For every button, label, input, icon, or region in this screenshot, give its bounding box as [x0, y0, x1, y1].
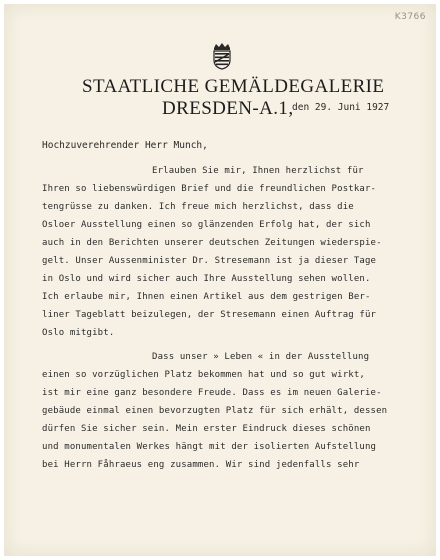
body-line: Erlauben Sie mir, Ihnen herzlichst für [152, 166, 364, 176]
letter-page [4, 4, 436, 556]
body-line: tengrüsse zu danken. Ich freue mich herzlichst, dass die [42, 202, 354, 212]
body-line: Ich erlaube mir, Ihnen einen Artikel aus dem gestrigen Ber- [42, 292, 371, 302]
body-line: Ihren so liebenswürdigen Brief und die freundlichen Postkar- [42, 184, 377, 194]
salutation: Hochzuverehrender Herr Munch, [42, 140, 208, 151]
body-line: gebäude einmal einen bevorzugten Platz für sich erhält, dessen [42, 406, 388, 416]
body-line: Oslo mitgibt. [42, 328, 115, 338]
body-line: und monumentalen Werkes hängt mit der isolierten Aufstellung [42, 442, 377, 452]
body-line: gelt. Unser Aussenminister Dr. Stresemann ist ja dieser Tage [42, 256, 377, 266]
letter-date: den 29. Juni 1927 [292, 102, 390, 113]
body-line: bei Herrn Fåhraeus eng zusammen. Wir sind jedenfalls sehr [42, 460, 360, 470]
body-line: einen so vorzüglichen Platz bekommen hat und so gut wirkt, [42, 370, 365, 380]
body-line: ist mir eine ganz besondere Freude. Dass es im neuen Galerie- [42, 388, 382, 398]
body-line: auch in den Berichten unserer deutschen Zeitungen wiederspie- [42, 238, 382, 248]
body-line: Dass unser » Leben « in der Ausstellung [152, 352, 370, 362]
letterhead-city: DRESDEN-A.1, [162, 98, 294, 119]
body-line: liner Tageblatt beizulegen, der Stresemann einen Auftrag für [42, 310, 377, 320]
archive-mark: K3766 [394, 12, 426, 22]
body-line: in Oslo und wird sicher auch Ihre Ausstellung sehen wollen. [42, 274, 371, 284]
body-line: Osloer Ausstellung einen so glänzenden Erfolg hat, der sich [42, 220, 371, 230]
letterhead-institution: STAATLICHE GEMÄLDEGALERIE [82, 76, 385, 97]
letter-body [4, 4, 436, 556]
body-line: dürfen Sie sicher sein. Mein erster Eindruck dieses schönen [42, 424, 371, 434]
